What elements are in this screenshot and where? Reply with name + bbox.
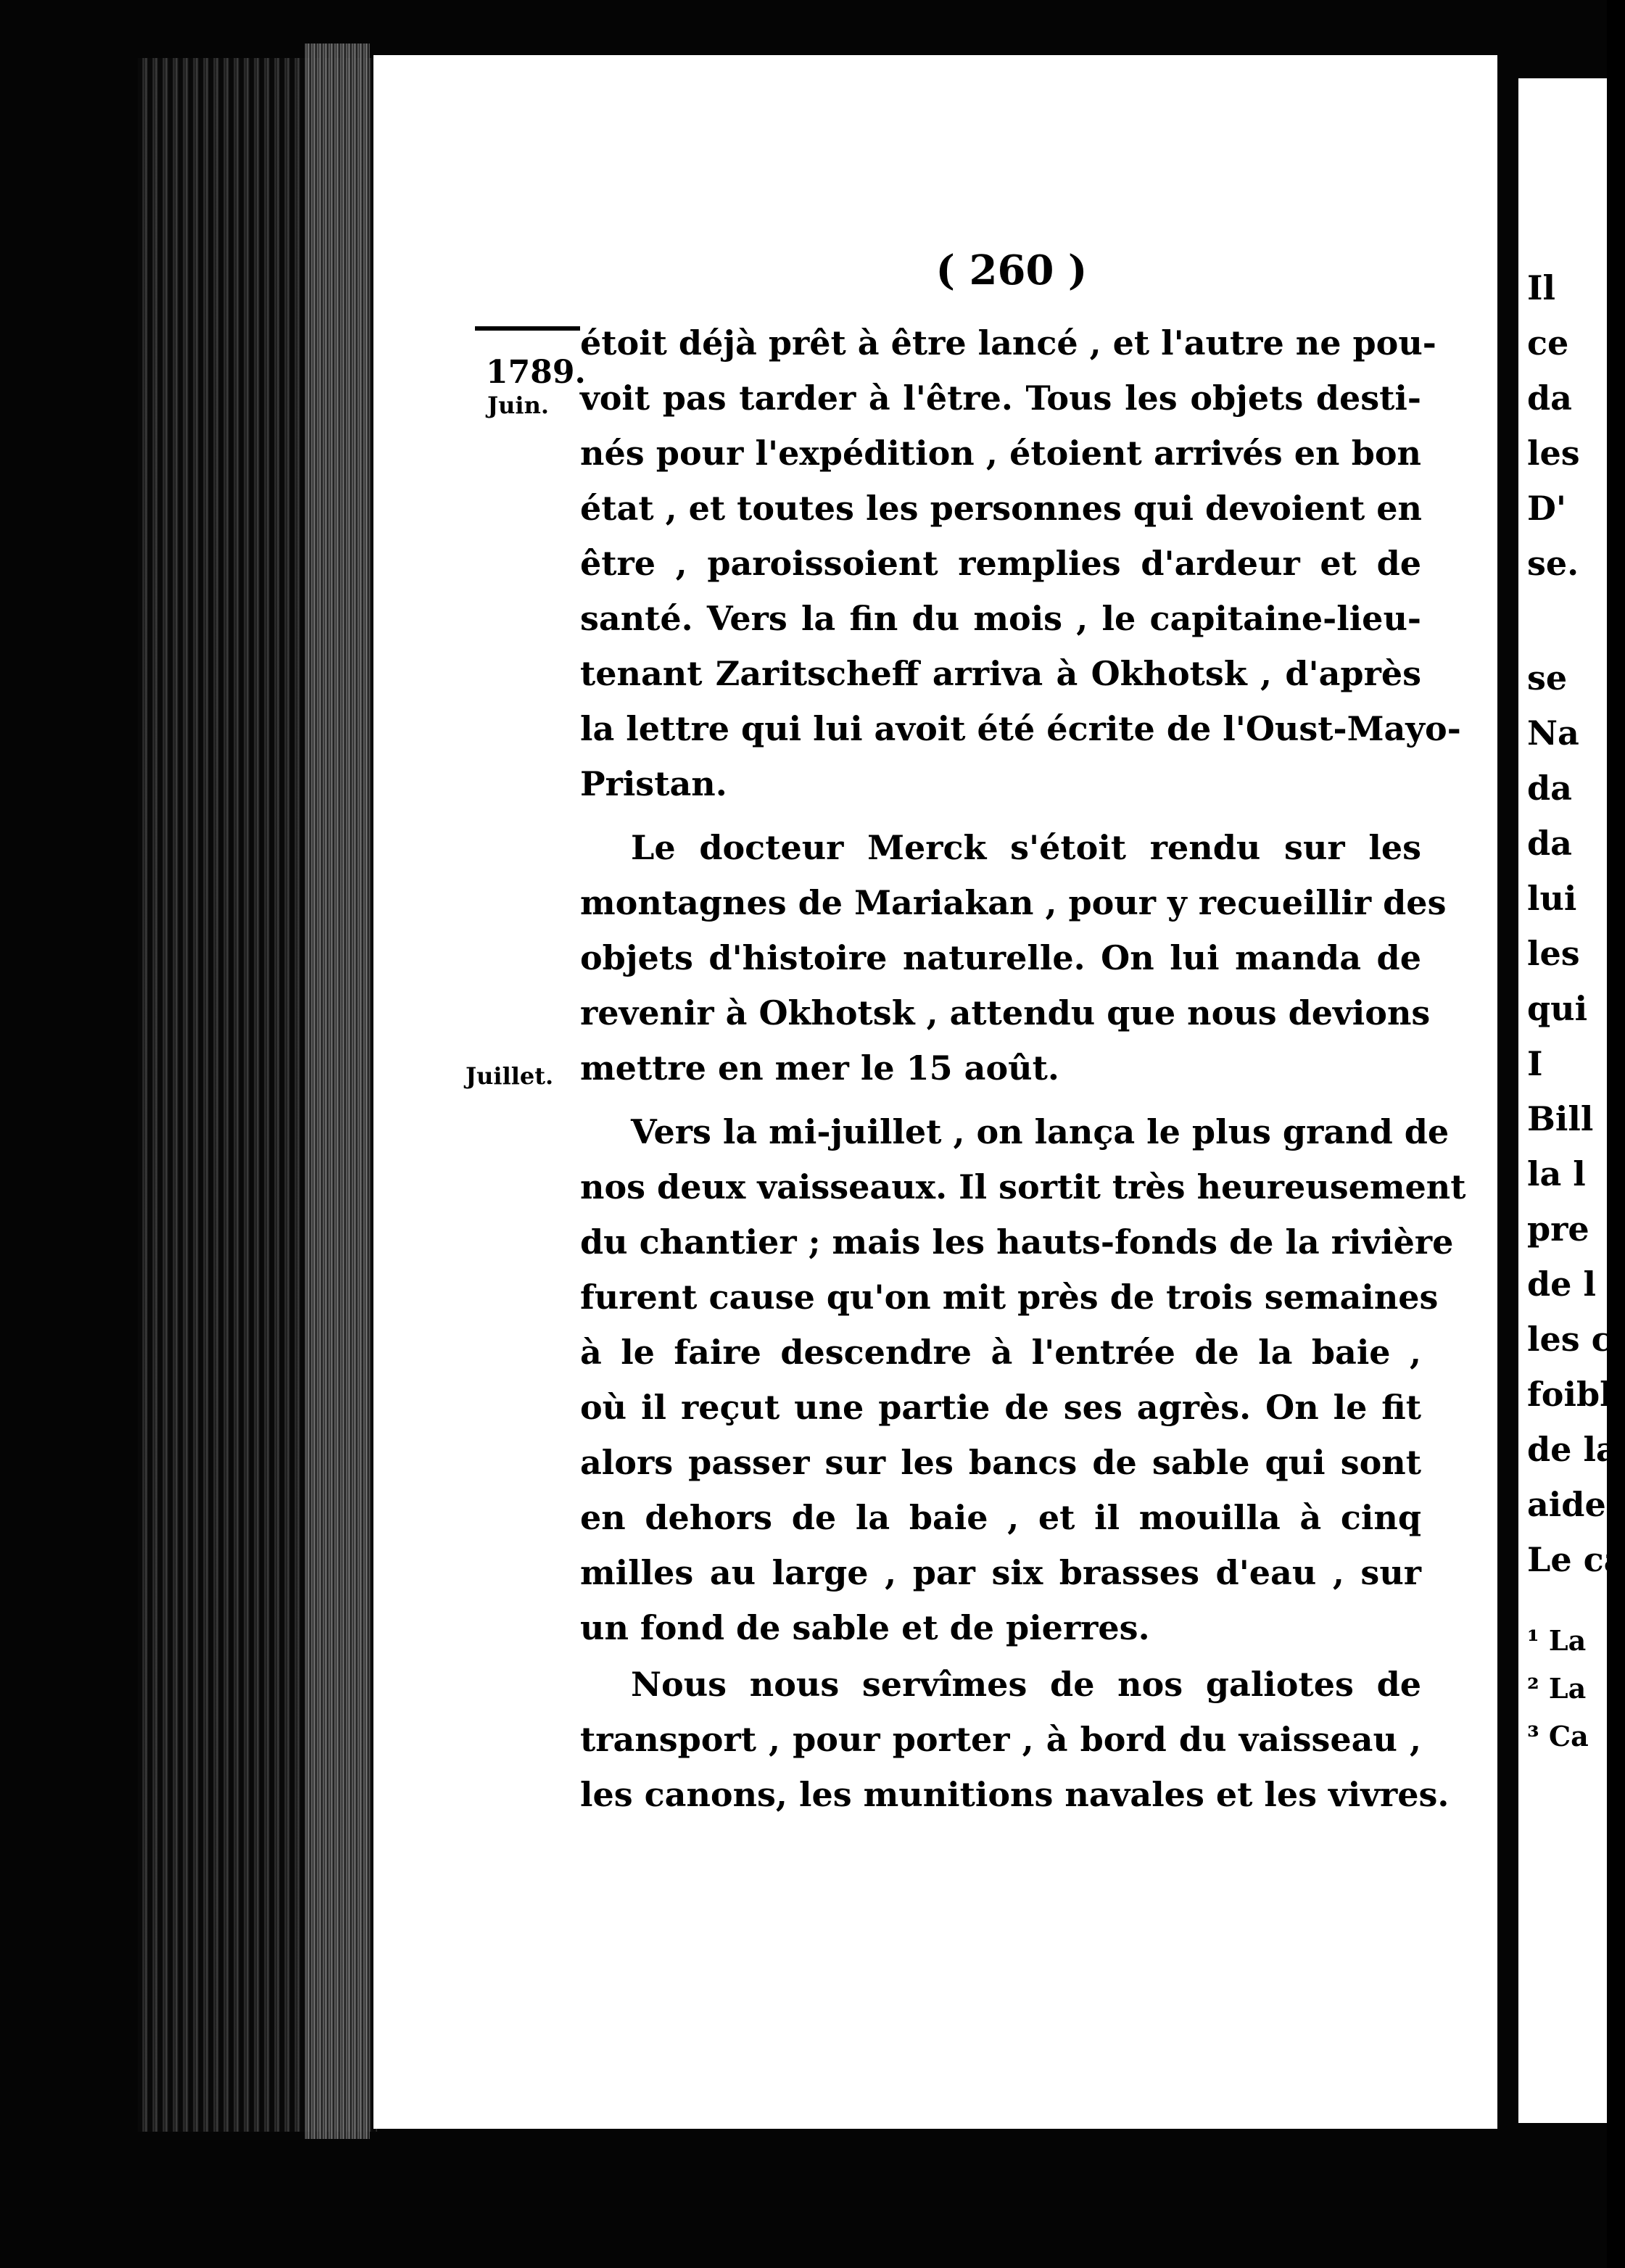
- adjacent-line: de la: [1527, 1430, 1618, 1469]
- adjacent-line: de l: [1527, 1265, 1596, 1304]
- text-line: où il reçut une partie de ses agrès. On le fit: [580, 1388, 1421, 1427]
- adjacent-footnote: ¹ La: [1527, 1624, 1587, 1657]
- text-line: milles au large , par six brasses d'eau , sur: [580, 1553, 1421, 1592]
- text-line: en dehors de la baie , et il mouilla à cinq: [580, 1498, 1421, 1537]
- book-page-edges-inner: [305, 44, 370, 2139]
- adjacent-line: se: [1527, 658, 1568, 698]
- adjacent-line: foibl: [1527, 1375, 1613, 1414]
- adjacent-line: Na: [1527, 713, 1579, 753]
- text-line: Le docteur Merck s'étoit rendu sur les: [631, 828, 1421, 867]
- text-line: nos deux vaisseaux. Il sortit très heureusement: [580, 1167, 1466, 1207]
- margin-rule: [475, 326, 580, 331]
- text-line: Nous nous servîmes de nos galiotes de: [631, 1665, 1421, 1704]
- adjacent-line: Le ca: [1527, 1540, 1625, 1579]
- adjacent-line: pre: [1527, 1209, 1589, 1249]
- text-line: nés pour l'expédition , étoient arrivés en bon: [580, 434, 1421, 473]
- text-line: les canons, les munitions navales et les vivres.: [580, 1775, 1450, 1814]
- text-line: alors passer sur les bancs de sable qui sont: [580, 1443, 1421, 1482]
- text-line: un fond de sable et de pierres.: [580, 1608, 1150, 1647]
- adjacent-line: aider: [1527, 1485, 1624, 1524]
- text-line: santé. Vers la fin du mois , le capitaine-lieu-: [580, 599, 1421, 638]
- text-line: objets d'histoire naturelle. On lui manda de: [580, 938, 1421, 977]
- adjacent-line: da: [1527, 769, 1572, 808]
- text-line: être , paroissoient remplies d'ardeur et de: [580, 544, 1421, 583]
- adjacent-line: les: [1527, 434, 1580, 473]
- text-line: à le faire descendre à l'entrée de la baie ,: [580, 1333, 1421, 1372]
- text-line: état , et toutes les personnes qui devoient en: [580, 489, 1423, 528]
- text-line: Pristan.: [580, 764, 727, 803]
- adjacent-line: lui: [1527, 879, 1577, 918]
- margin-note-year: 1789.: [486, 354, 586, 391]
- text-line: transport , pour porter , à bord du vaisseau ,: [580, 1720, 1421, 1759]
- adjacent-footnote: ² La: [1527, 1672, 1587, 1705]
- text-line: montagnes de Mariakan , pour y recueillir des: [580, 883, 1447, 922]
- text-line: tenant Zaritscheff arriva à Okhotsk , d'après: [580, 654, 1421, 693]
- text-line: la lettre qui lui avoit été écrite de l'Oust-Mayo-: [580, 709, 1461, 748]
- adjacent-line: se.: [1527, 544, 1579, 583]
- adjacent-line: da: [1527, 824, 1572, 863]
- text-line: mettre en mer le 15 août.: [580, 1048, 1059, 1088]
- adjacent-line: la l: [1527, 1154, 1586, 1193]
- text-line: furent cause qu'on mit près de trois semaines: [580, 1278, 1439, 1317]
- adjacent-line: les c: [1527, 1320, 1612, 1359]
- adjacent-page: [1518, 78, 1625, 2123]
- adjacent-line: D': [1527, 489, 1566, 528]
- adjacent-line: Il: [1527, 268, 1555, 307]
- margin-note-june: Juin.: [487, 392, 549, 419]
- margin-note-july: Juillet.: [466, 1062, 554, 1090]
- text-line: Vers la mi-juillet , on lança le plus grand de: [631, 1112, 1450, 1151]
- adjacent-line: I: [1527, 1044, 1543, 1083]
- adjacent-line: Bill: [1527, 1099, 1594, 1138]
- text-line: du chantier ; mais les hauts-fonds de la rivière: [580, 1222, 1454, 1262]
- text-line: étoit déjà prêt à être lancé , et l'autre ne pou-: [580, 323, 1436, 363]
- adjacent-line: les: [1527, 934, 1580, 973]
- adjacent-line: da: [1527, 378, 1572, 418]
- adjacent-line: qui: [1527, 989, 1588, 1028]
- text-line: voit pas tarder à l'être. Tous les objets desti-: [580, 378, 1421, 418]
- adjacent-line: ce: [1527, 323, 1569, 363]
- page-number: ( 260 ): [935, 247, 1088, 294]
- text-line: revenir à Okhotsk , attendu que nous devions: [580, 993, 1431, 1032]
- adjacent-footnote: ³ Ca: [1527, 1720, 1589, 1752]
